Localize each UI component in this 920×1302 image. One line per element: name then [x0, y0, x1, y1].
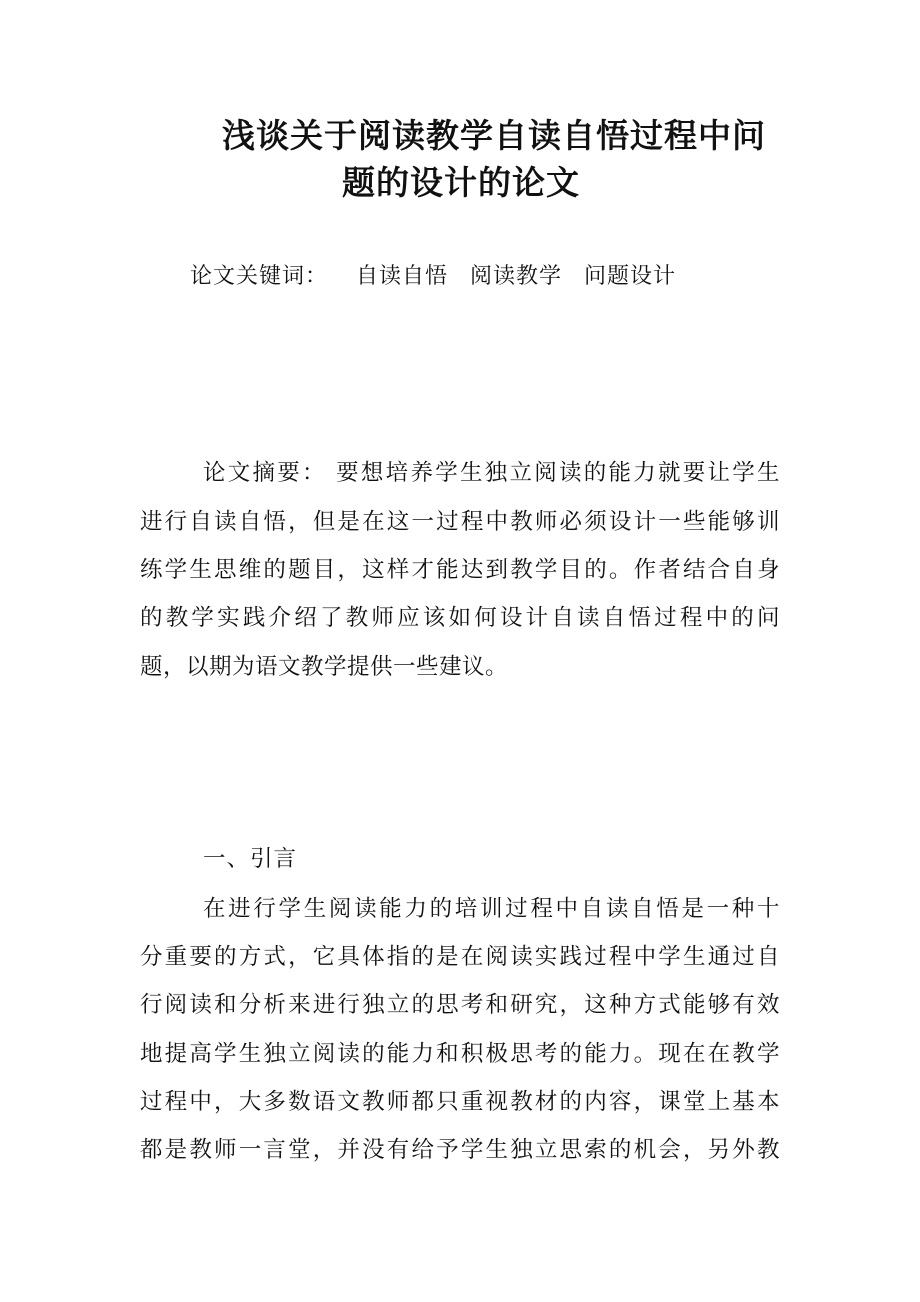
keywords-line	[190, 266, 676, 288]
abstract-line: 进行自读自悟，但是在这一过程中教师必须设计一些能够训	[140, 509, 780, 535]
title-line-2: 题的设计的论文	[342, 163, 580, 202]
abstract-line: 练学生思维的题目，这样才能达到教学目的。作者结合自身	[140, 557, 780, 583]
abstract-line: 的教学实践介绍了教师应该如何设计自读自悟过程中的问	[140, 605, 780, 631]
body-line: 地提高学生独立阅读的能力和积极思考的能力。现在在教学	[140, 1041, 780, 1067]
section-heading: 一、引言	[203, 846, 298, 872]
abstract-line: 论文摘要： 要想培养学生独立阅读的能力就要让学生	[203, 460, 780, 486]
body-line: 都是教师一言堂，并没有给予学生独立思索的机会，另外教	[140, 1137, 780, 1163]
abstract-line: 题，以期为语文教学提供一些建议。	[140, 654, 509, 680]
body-line: 行阅读和分析来进行独立的思考和研究，这种方式能够有效	[140, 992, 780, 1018]
body-line: 在进行学生阅读能力的培训过程中自读自悟是一种十	[203, 896, 780, 922]
keyword-item: 阅读教学	[470, 264, 563, 289]
keywords-label: 论文关键词：	[190, 264, 329, 289]
keyword-item: 自读自悟	[356, 264, 449, 289]
body-line: 分重要的方式，它具体指的是在阅读实践过程中学生通过自	[140, 944, 780, 970]
body-line: 过程中，大多数语文教师都只重视教材的内容，课堂上基本	[140, 1089, 780, 1115]
title-line-1: 浅谈关于阅读教学自读自悟过程中问	[222, 116, 766, 155]
keyword-item: 问题设计	[584, 264, 677, 289]
